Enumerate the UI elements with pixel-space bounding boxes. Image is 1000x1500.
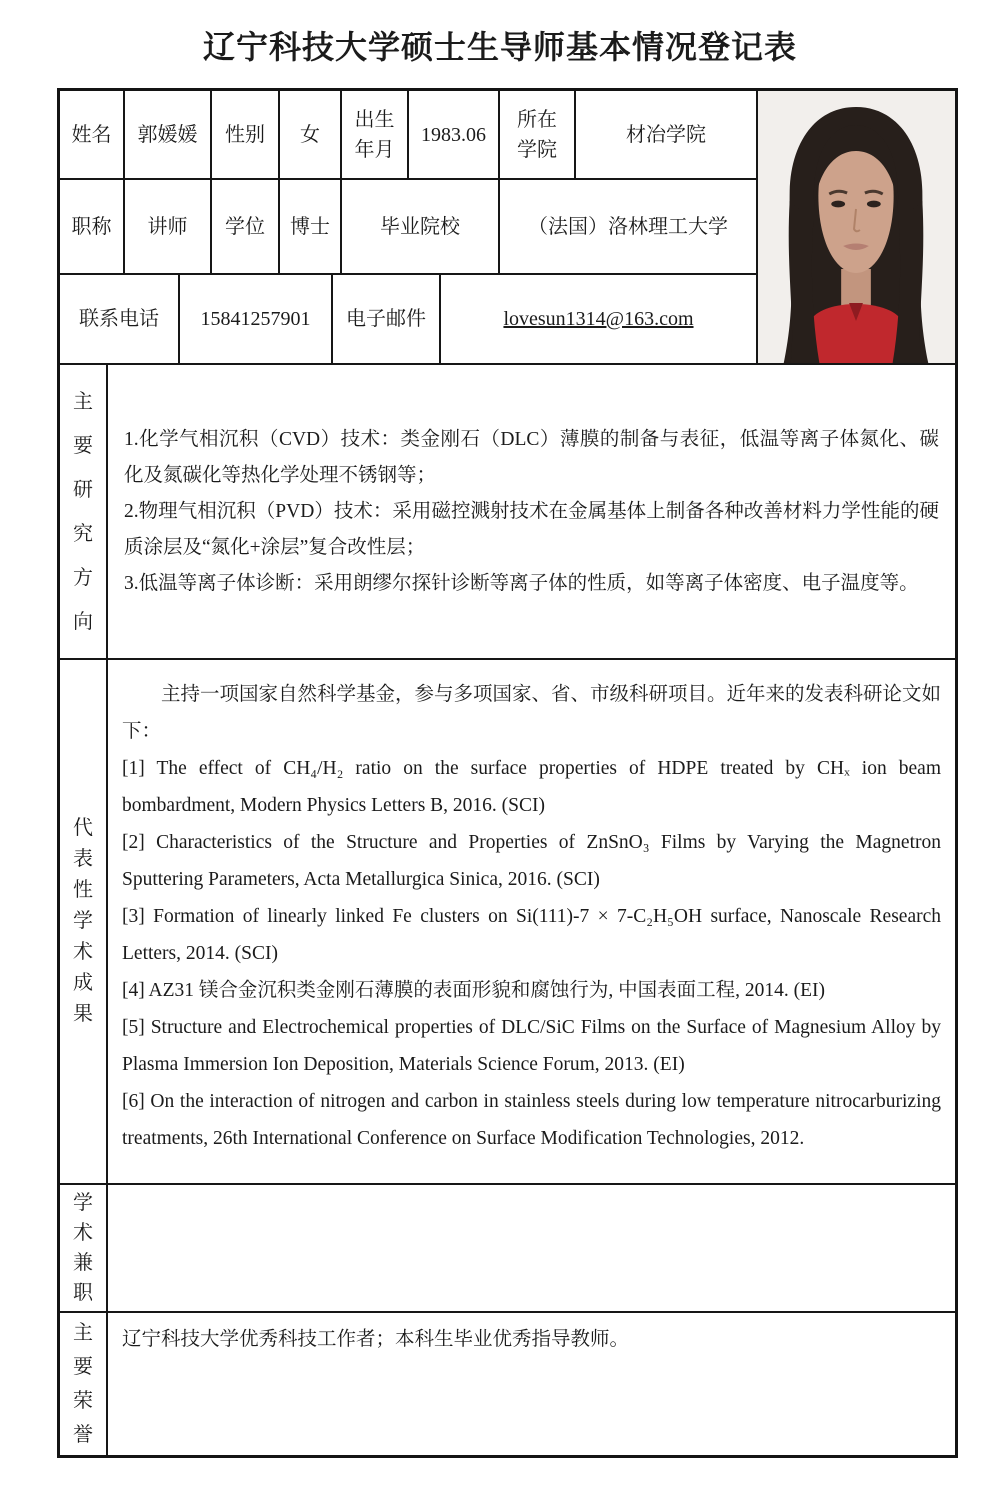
college-value: 材冶学院: [574, 91, 756, 178]
publication-item: [6] On the interaction of nitrogen and carbon in stainless steels during low temperature nitrocarburizing treatments, 26th International Conference on Surface Modification Technologies, 2012.: [122, 1091, 941, 1149]
email-value[interactable]: [439, 273, 756, 363]
name-value: 郭媛媛: [123, 91, 210, 178]
degree-label: 学位: [210, 178, 278, 273]
honors-section-label: 主要荣誉: [60, 1311, 106, 1455]
portrait-photo-image: [758, 91, 955, 363]
achievements-intro: 主持一项国家自然科学基金，参与多项国家、省、市级科研项目。近年来的发表科研论文如下：: [122, 684, 942, 742]
degree-value: 博士: [278, 178, 340, 273]
publication-item: [4] AZ31 镁合金沉积类金刚石薄膜的表面形貌和腐蚀行为, 中国表面工程, 2014. (EI): [122, 980, 826, 1001]
prof-title-label: 职称: [60, 178, 123, 273]
school-value: （法国）洛林理工大学: [498, 178, 756, 273]
parttime-section-content: [106, 1183, 955, 1311]
publication-item: [2] Characteristics of the Structure and Properties of ZnSnO₃ Films by Varying the Magnetron Sputtering Parameters, Acta Metallurgica Sinica, 2016. (SCI): [122, 832, 941, 890]
achievements-section-content: [106, 658, 955, 1183]
honors-text: 辽宁科技大学优秀科技工作者；本科生毕业优秀指导教师。: [122, 1329, 630, 1350]
parttime-section-label: 学术兼职: [60, 1183, 106, 1311]
birth-label: 出生年月: [340, 91, 407, 178]
page-title: 辽宁科技大学硕士生导师基本情况登记表: [202, 29, 797, 65]
form-table: [57, 88, 958, 1458]
birth-value: 1983.06: [407, 91, 498, 178]
portrait-photo: [756, 91, 955, 363]
school-label: 毕业院校: [340, 178, 498, 273]
gender-value: 女: [278, 91, 340, 178]
research-section-label: 主要研究方向: [60, 363, 106, 658]
college-label: 所在学院: [498, 91, 574, 178]
prof-title-value: 讲师: [123, 178, 210, 273]
gender-label: 性别: [210, 91, 278, 178]
publication-item: [3] Formation of linearly linked Fe clusters on Si(111)-7 × 7-C₂H₅OH surface, Nanoscale Research Letters, 2014. (SCI): [122, 906, 941, 964]
honors-section-content: [106, 1311, 955, 1455]
research-line: 2.物理气相沉积（PVD）技术：采用磁控溅射技术在金属基体上制备各种改善材料力学性能的硬质涂层及“氮化+涂层”复合改性层；: [124, 500, 939, 558]
research-line: 3.低温等离子体诊断：采用朗缪尔探针诊断等离子体的性质，如等离子体密度、电子温度等。: [124, 572, 919, 594]
achievements-section-label: 代表性学术成果: [60, 658, 106, 1183]
research-line: 1.化学气相沉积（CVD）技术：类金刚石（DLC）薄膜的制备与表征，低温等离子体氮化、碳化及氮碳化等热化学处理不锈钢等；: [124, 428, 939, 486]
email-label: 电子邮件: [331, 273, 439, 363]
phone-value: 15841257901: [178, 273, 331, 363]
email-link[interactable]: lovesun1314@163.com: [503, 308, 694, 330]
publication-item: [5] Structure and Electrochemical properties of DLC/SiC Films on the Surface of Magnesium Alloy by Plasma Immersion Ion Deposition, Materials Science Forum, 2013. (EI): [122, 1017, 941, 1075]
publication-item: [1] The effect of CH₄/H₂ ratio on the surface properties of HDPE treated by CHₓ ion beam bombardment, Modern Physics Letters B, 2016. (SCI): [122, 758, 941, 816]
name-label: 姓名: [71, 123, 112, 146]
phone-label: 联系电话: [60, 273, 178, 363]
research-section-content: [106, 363, 955, 658]
